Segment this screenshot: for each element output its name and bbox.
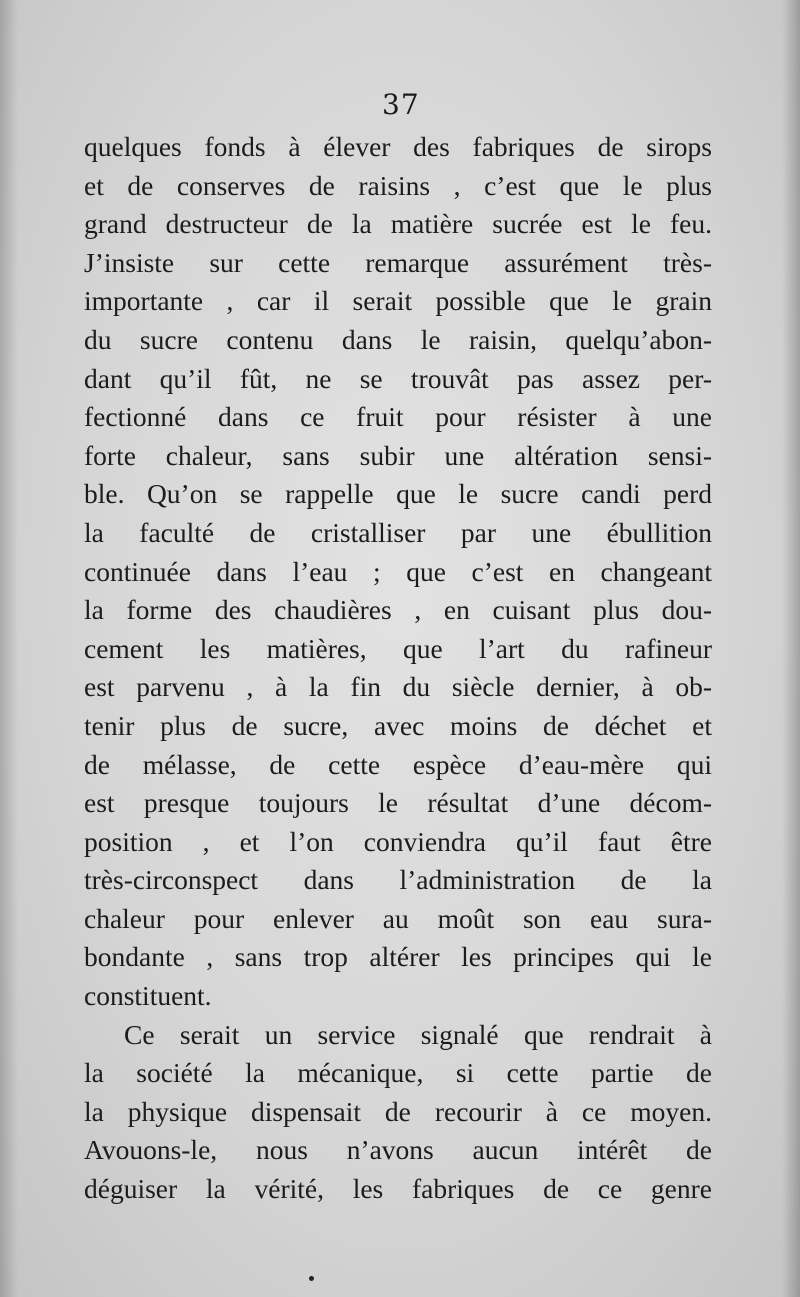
page-right-edge bbox=[782, 0, 800, 1297]
text-line: position , et l’on conviendra qu’il faut être bbox=[84, 825, 712, 857]
text-line: la faculté de cristalliser par une ébullition bbox=[84, 516, 712, 548]
text-line: la physique dispensait de recourir à ce moyen. bbox=[84, 1095, 712, 1127]
text-line: constituent. bbox=[84, 980, 212, 1012]
text-line: cement les matières, que l’art du rafineur bbox=[84, 632, 712, 664]
text-line: déguiser la vérité, les fabriques de ce genre bbox=[84, 1173, 712, 1205]
text-line: bondante , sans trop altérer les principes qui le bbox=[84, 941, 712, 973]
text-line: Ce serait un service signalé que rendrait à bbox=[124, 1018, 712, 1050]
text-line: est presque toujours le résultat d’une décom- bbox=[84, 787, 712, 819]
text-line: fectionné dans ce fruit pour résister à une bbox=[84, 401, 712, 433]
text-line: dant qu’il fût, ne se trouvât pas assez per- bbox=[84, 362, 712, 394]
body-text bbox=[84, 128, 712, 1209]
text-line: du sucre contenu dans le raisin, quelqu’abon- bbox=[84, 323, 712, 355]
text-line: Avouons-le, nous n’avons aucun intérêt de bbox=[84, 1134, 712, 1166]
paragraph-2 bbox=[84, 1016, 712, 1209]
text-line: grand destructeur de la matière sucrée est le feu. bbox=[84, 208, 712, 240]
page-left-edge bbox=[0, 0, 18, 1297]
paper-speck bbox=[309, 1276, 314, 1281]
text-line: la forme des chaudières , en cuisant plus dou- bbox=[84, 594, 712, 626]
text-line: très-circonspect dans l’administration de la bbox=[84, 864, 712, 896]
text-line: tenir plus de sucre, avec moins de déchet et bbox=[84, 709, 712, 741]
text-line: ble. Qu’on se rappelle que le sucre candi perd bbox=[84, 478, 712, 510]
text-line: et de conserves de raisins , c’est que le plus bbox=[84, 169, 712, 201]
text-line: importante , car il serait possible que le grain bbox=[84, 285, 712, 317]
page-number: 37 bbox=[382, 88, 420, 121]
text-line: la société la mécanique, si cette partie de bbox=[84, 1057, 712, 1089]
text-line: de mélasse, de cette espèce d’eau-mère qui bbox=[84, 748, 712, 780]
text-line: J’insiste sur cette remarque assurément très- bbox=[84, 246, 712, 278]
text-line: est parvenu , à la fin du siècle dernier, à ob- bbox=[84, 671, 712, 703]
text-line: continuée dans l’eau ; que c’est en changeant bbox=[84, 555, 712, 587]
text-line: forte chaleur, sans subir une altération sensi- bbox=[84, 439, 712, 471]
paragraph-1 bbox=[84, 128, 712, 1016]
text-line: chaleur pour enlever au moût son eau sura- bbox=[84, 902, 712, 934]
text-line: quelques fonds à élever des fabriques de sirops bbox=[84, 131, 712, 162]
